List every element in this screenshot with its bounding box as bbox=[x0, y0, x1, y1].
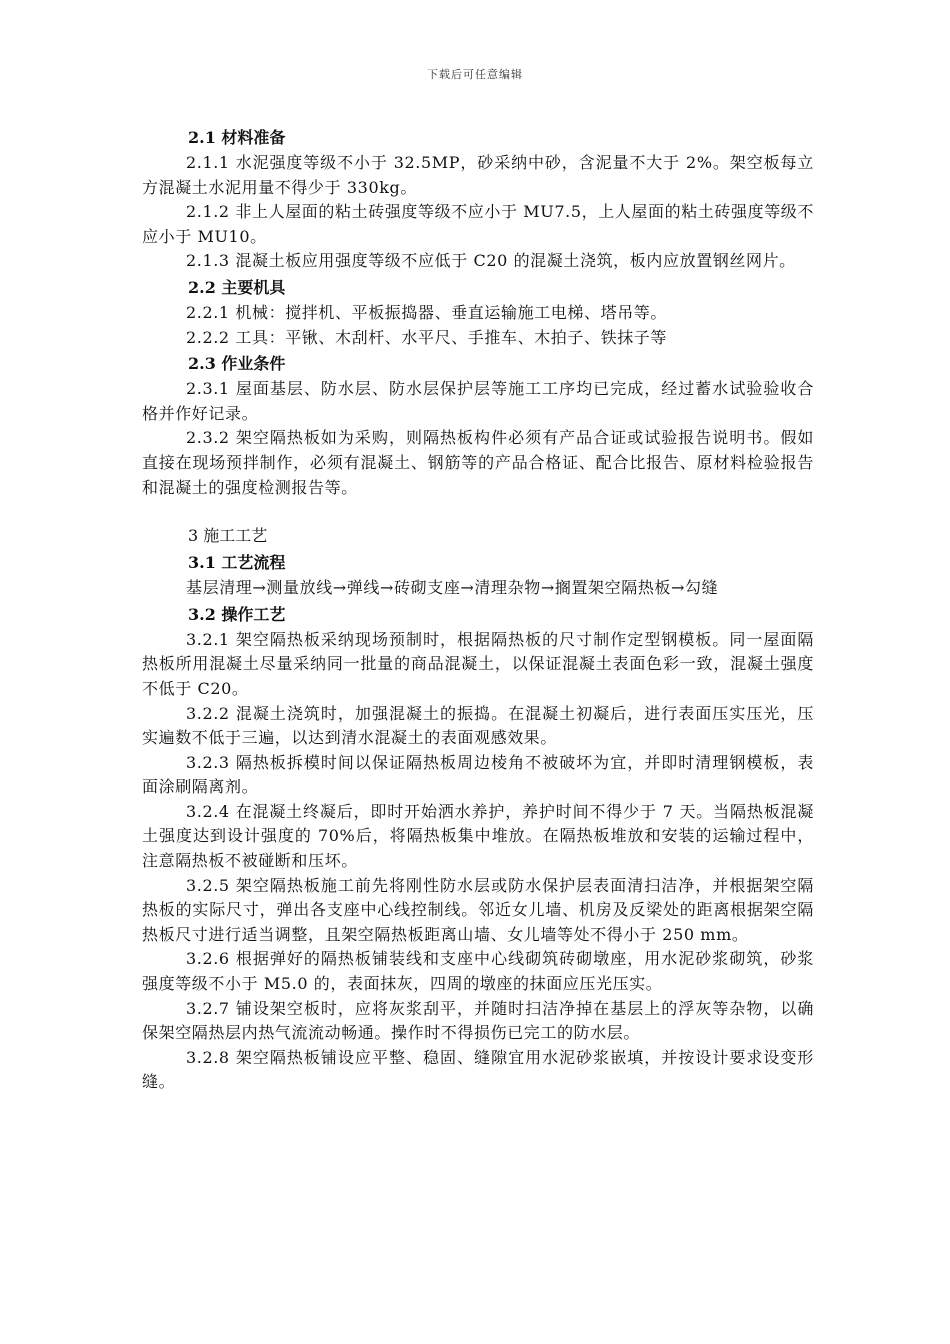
paragraph-2-3-1: 2.3.1 屋面基层、防水层、防水层保护层等施工工序均已完成，经过蓄水试验验收合格并作好记录。 bbox=[142, 379, 814, 423]
section-heading-3-2: 3.2 操作工艺 bbox=[188, 604, 286, 624]
paragraph-3-2-5: 3.2.5 架空隔热板施工前先将刚性防水层或防水保护层表面清扫洁净，并根据架空隔热板的实际尺寸，弹出各支座中心线控制线。邻近女儿墙、机房及反梁处的距离根据架空隔热板尺寸进行适当调整，且架空隔热板距离山墙、女儿墙等处不得小于 250 mm。 bbox=[142, 875, 814, 944]
paragraph-process-flow: 基层清理→测量放线→弹线→砖砌支座→清理杂物→搁置架空隔热板→勾缝 bbox=[186, 578, 719, 598]
paragraph-2-1-2: 2.1.2 非上人屋面的粘土砖强度等级不应小于 MU7.5，上人屋面的粘土砖强度等级不应小于 MU10。 bbox=[142, 202, 814, 246]
page-header: 下载后可任意编辑 bbox=[427, 68, 523, 81]
paragraph-3-2-7: 3.2.7 铺设架空板时，应将灰浆刮平，并随时扫洁净掉在基层上的浮灰等杂物，以确保架空隔热层内热气流流动畅通。操作时不得损伤已完工的防水层。 bbox=[142, 998, 814, 1043]
paragraph-2-1-3: 2.1.3 混凝土板应用强度等级不应低于 C20 的混凝土浇筑，板内应放置钢丝网片。 bbox=[186, 251, 796, 271]
section-heading-2-2: 2.2 主要机具 bbox=[188, 277, 286, 297]
paragraph-3-2-1: 3.2.1 架空隔热板采纳现场预制时，根据隔热板的尺寸制作定型钢模板。同一屋面隔热板所用混凝土尽量采纳同一批量的商品混凝土，以保证混凝土表面色彩一致，混凝土强度不低于 C20。 bbox=[142, 629, 814, 698]
section-heading-2-1: 2.1 材料准备 bbox=[188, 128, 286, 147]
section-gap bbox=[142, 500, 814, 522]
paragraph-2-2-1: 2.2.1 机械：搅拌机、平板振捣器、垂直运输施工电梯、塔吊等。 bbox=[186, 302, 667, 322]
document-body bbox=[142, 124, 814, 1095]
paragraph-3-2-2: 3.2.2 混凝土浇筑时，加强混凝土的振捣。在混凝土初凝后，进行表面压实压光，压实遍数不低于三遍，以达到清水混凝土的表面观感效果。 bbox=[142, 703, 814, 748]
section-heading-3-1: 3.1 工艺流程 bbox=[188, 553, 286, 573]
paragraph-3-2-6: 3.2.6 根据弹好的隔热板铺装线和支座中心线砌筑砖砌墩座，用水泥砂浆砌筑，砂浆强度等级不小于 M5.0 的，表面抹灰，四周的墩座的抹面应压光压实。 bbox=[142, 949, 814, 994]
chapter-heading-3: 3 施工工艺 bbox=[188, 526, 268, 546]
paragraph-3-2-4: 3.2.4 在混凝土终凝后，即时开始洒水养护，养护时间不得少于 7 天。当隔热板混凝土强度达到设计强度的 70%后，将隔热板集中堆放。在隔热板堆放和安装的运输过程中，注意隔热板不被碰断和压坏。 bbox=[142, 801, 814, 871]
paragraph-3-2-8: 3.2.8 架空隔热板铺设应平整、稳固、缝隙宜用水泥砂浆嵌填，并按设计要求设变形缝。 bbox=[142, 1047, 814, 1092]
section-heading-2-3: 2.3 作业条件 bbox=[188, 354, 286, 374]
paragraph-2-1-1: 2.1.1 水泥强度等级不小于 32.5MP，砂采纳中砂，含泥量不大于 2%。架空板每立方混凝土水泥用量不得少于 330kg。 bbox=[142, 153, 814, 197]
paragraph-2-3-2: 2.3.2 架空隔热板如为采购，则隔热板构件必须有产品合证或试验报告说明书。假如直接在现场预拌制作，必须有混凝土、钢筋等的产品合格证、配合比报告、原材料检验报告和混凝土的强度检测报告等。 bbox=[142, 428, 814, 497]
paragraph-3-2-3: 3.2.3 隔热板拆模时间以保证隔热板周边棱角不被破坏为宜，并即时清理钢模板，表面涂刷隔离剂。 bbox=[142, 752, 814, 797]
paragraph-2-2-2: 2.2.2 工具：平锹、木刮杆、水平尺、手推车、木拍子、铁抹子等 bbox=[186, 327, 667, 347]
